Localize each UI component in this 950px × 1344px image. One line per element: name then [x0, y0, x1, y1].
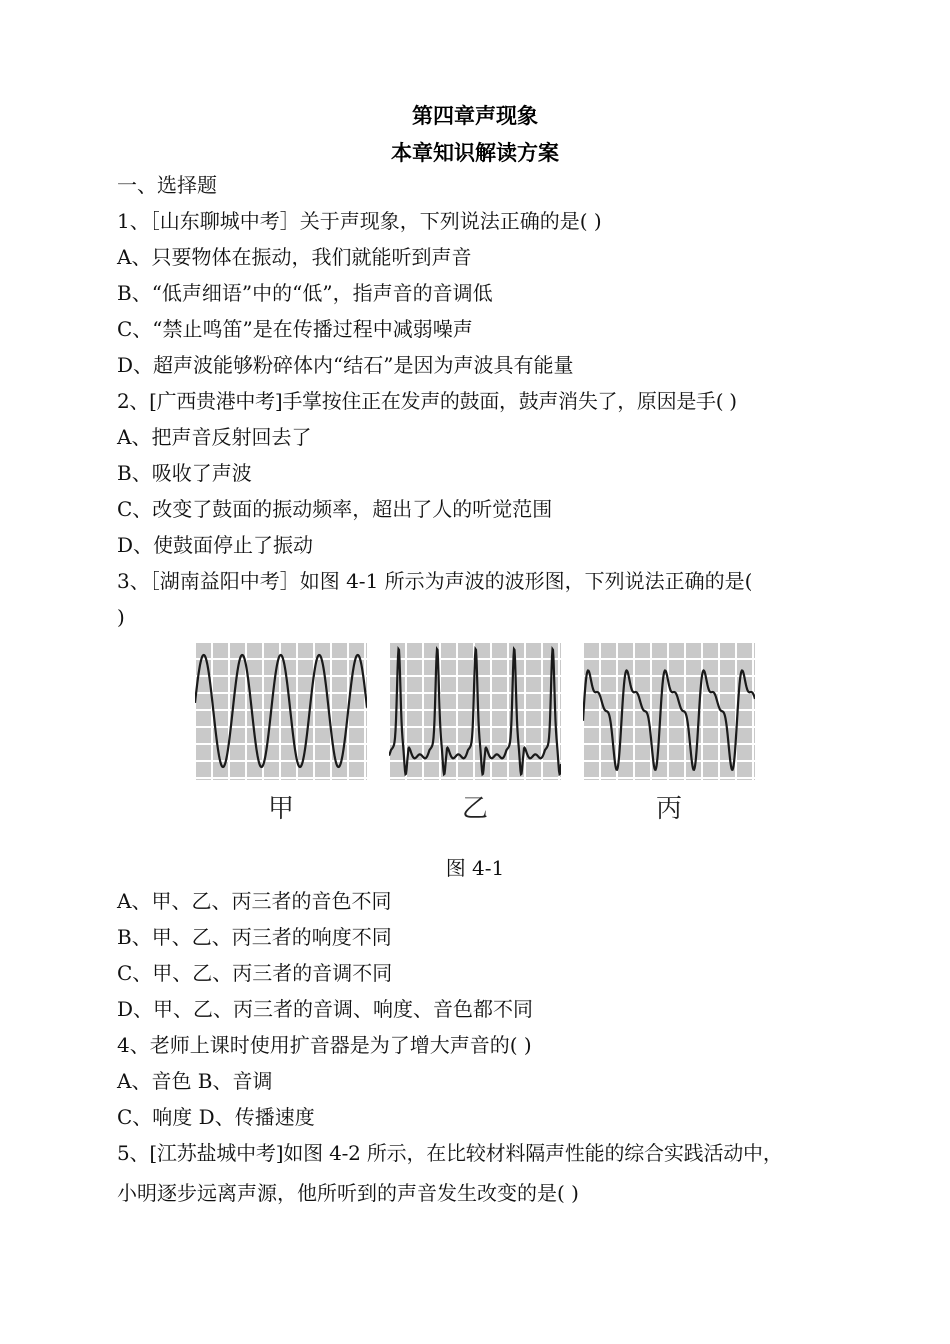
- label-bing: 丙: [655, 794, 682, 824]
- q1-option-c: C、“禁止鸣笛”是在传播过程中减弱噪声: [117, 317, 473, 341]
- question-3-cont: ): [117, 605, 125, 629]
- chapter-title: 第四章声现象: [412, 104, 538, 128]
- q3-option-c: C、甲、乙、丙三者的音调不同: [117, 961, 393, 985]
- question-5-cont: 小明逐步远离声源，他所听到的声音发生改变的是( ): [117, 1181, 579, 1205]
- question-5: 5、[江苏盐城中考]如图 4-2 所示，在比较材料隔声性能的综合实践活动中，: [117, 1141, 783, 1165]
- q2-option-a: A、把声音反射回去了: [117, 425, 312, 449]
- waveform-bing: [583, 642, 755, 780]
- label-yi: 乙: [461, 794, 488, 824]
- question-1: 1、［山东聊城中考］关于声现象，下列说法正确的是( ): [117, 209, 602, 233]
- question-2: 2、[广西贵港中考]手掌按住正在发声的鼓面，鼓声消失了，原因是手( ): [117, 389, 737, 413]
- q1-option-b: B、“低声细语”中的“低”，指声音的音调低: [117, 281, 493, 305]
- waveform-yi: [389, 642, 561, 780]
- section-subtitle: 本章知识解读方案: [391, 141, 559, 165]
- section-heading: 一、选择题: [117, 173, 217, 197]
- question-3: 3、［湖南益阳中考］如图 4-1 所示为声波的波形图，下列说法正确的是(: [117, 569, 753, 593]
- q2-option-d: D、使鼓面停止了振动: [117, 533, 314, 557]
- waveform-jia: [195, 642, 367, 780]
- q2-option-b: B、吸收了声波: [117, 461, 252, 485]
- waveform-bing-graphic: [583, 642, 755, 780]
- waveform-yi-graphic: [389, 642, 561, 780]
- q4-options-cd: C、响度 D、传播速度: [117, 1105, 315, 1129]
- q2-option-c: C、改变了鼓面的振动频率，超出了人的听觉范围: [117, 497, 553, 521]
- q1-option-a: A、只要物体在振动，我们就能听到声音: [117, 245, 472, 269]
- q3-option-a: A、甲、乙、丙三者的音色不同: [117, 889, 392, 913]
- q3-option-b: B、甲、乙、丙三者的响度不同: [117, 925, 392, 949]
- q1-option-d: D、超声波能够粉碎体内“结石”是因为声波具有能量: [117, 353, 574, 377]
- q4-options-ab: A、音色 B、音调: [117, 1069, 273, 1093]
- q3-option-d: D、甲、乙、丙三者的音调、响度、音色都不同: [117, 997, 534, 1021]
- waveform-jia-graphic: [195, 642, 367, 780]
- label-jia: 甲: [267, 794, 294, 824]
- question-4: 4、老师上课时使用扩音器是为了增大声音的( ): [117, 1033, 532, 1057]
- figure-caption: 图 4-1: [445, 856, 505, 880]
